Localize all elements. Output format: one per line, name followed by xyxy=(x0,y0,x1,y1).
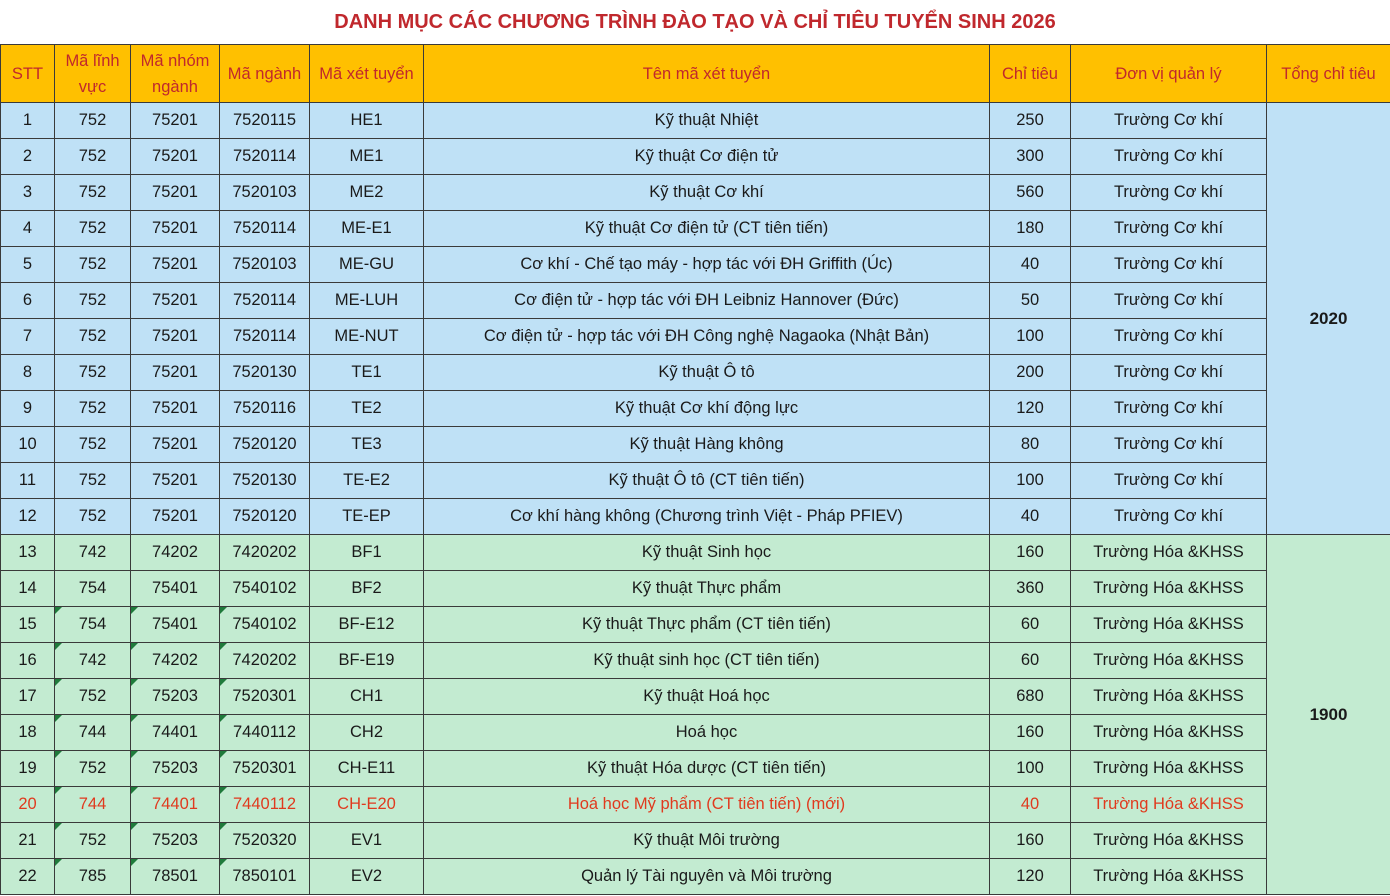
cell-linh-vuc: 785 xyxy=(55,859,131,895)
cell-nhom-nganh: 78501 xyxy=(131,859,220,895)
cell-ma-nganh: 7520114 xyxy=(220,319,310,355)
cell-ten-ma-xet-tuyen: Kỹ thuật Thực phẩm xyxy=(424,571,990,607)
cell-nhom-nganh: 75401 xyxy=(131,607,220,643)
table-row xyxy=(1,319,1390,355)
cell-ten-ma-xet-tuyen: Kỹ thuật sinh học (CT tiên tiến) xyxy=(424,643,990,679)
cell-ma-xet-tuyen: TE-E2 xyxy=(310,463,424,499)
cell-stt: 6 xyxy=(1,283,55,319)
table-row xyxy=(1,103,1390,139)
cell-ten-ma-xet-tuyen: Hoá học xyxy=(424,715,990,751)
cell-ten-ma-xet-tuyen: Kỹ thuật Ô tô (CT tiên tiến) xyxy=(424,463,990,499)
cell-ma-nganh: 7520120 xyxy=(220,499,310,535)
cell-nhom-nganh: 74202 xyxy=(131,535,220,571)
cell-ma-nganh: 7520130 xyxy=(220,355,310,391)
cell-chi-tieu: 120 xyxy=(990,859,1071,895)
cell-linh-vuc: 752 xyxy=(55,751,131,787)
cell-stt: 7 xyxy=(1,319,55,355)
cell-ma-xet-tuyen: EV1 xyxy=(310,823,424,859)
cell-ma-xet-tuyen: ME1 xyxy=(310,139,424,175)
cell-don-vi: Trường Cơ khí xyxy=(1071,283,1267,319)
cell-chi-tieu: 160 xyxy=(990,715,1071,751)
cell-ma-xet-tuyen: BF2 xyxy=(310,571,424,607)
cell-chi-tieu: 100 xyxy=(990,463,1071,499)
cell-ten-ma-xet-tuyen: Kỹ thuật Nhiệt xyxy=(424,103,990,139)
cell-stt: 18 xyxy=(1,715,55,751)
cell-stt: 19 xyxy=(1,751,55,787)
cell-linh-vuc: 744 xyxy=(55,715,131,751)
cell-don-vi: Trường Cơ khí xyxy=(1071,103,1267,139)
cell-nhom-nganh: 75201 xyxy=(131,103,220,139)
col-header-linh-vuc: Mã lĩnh vực xyxy=(55,45,131,103)
page-title: DANH MỤC CÁC CHƯƠNG TRÌNH ĐÀO TẠO VÀ CHỈ TIÊU TUYỂN SINH 2026 xyxy=(0,0,1390,44)
cell-stt: 16 xyxy=(1,643,55,679)
cell-ten-ma-xet-tuyen: Kỹ thuật Cơ điện tử xyxy=(424,139,990,175)
cell-ma-xet-tuyen: ME2 xyxy=(310,175,424,211)
cell-ma-xet-tuyen: BF-E19 xyxy=(310,643,424,679)
cell-linh-vuc: 752 xyxy=(55,823,131,859)
cell-nhom-nganh: 74401 xyxy=(131,787,220,823)
cell-stt: 4 xyxy=(1,211,55,247)
cell-stt: 8 xyxy=(1,355,55,391)
cell-chi-tieu: 40 xyxy=(990,247,1071,283)
group-total: 1900 xyxy=(1267,535,1390,895)
cell-ma-xet-tuyen: ME-NUT xyxy=(310,319,424,355)
cell-ma-nganh: 7520301 xyxy=(220,679,310,715)
cell-ten-ma-xet-tuyen: Kỹ thuật Hoá học xyxy=(424,679,990,715)
cell-don-vi: Trường Hóa &KHSS xyxy=(1071,859,1267,895)
cell-linh-vuc: 752 xyxy=(55,499,131,535)
cell-ten-ma-xet-tuyen: Kỹ thuật Hàng không xyxy=(424,427,990,463)
cell-ma-nganh: 7520114 xyxy=(220,283,310,319)
table-row xyxy=(1,355,1390,391)
cell-ma-xet-tuyen: HE1 xyxy=(310,103,424,139)
cell-ma-nganh: 7520103 xyxy=(220,247,310,283)
col-header-chi-tieu: Chỉ tiêu xyxy=(990,45,1071,103)
cell-stt: 5 xyxy=(1,247,55,283)
cell-linh-vuc: 752 xyxy=(55,103,131,139)
cell-nhom-nganh: 75203 xyxy=(131,751,220,787)
cell-ma-nganh: 7520301 xyxy=(220,751,310,787)
cell-chi-tieu: 680 xyxy=(990,679,1071,715)
cell-don-vi: Trường Cơ khí xyxy=(1071,247,1267,283)
cell-ten-ma-xet-tuyen: Cơ khí - Chế tạo máy - hợp tác với ĐH Griffith (Úc) xyxy=(424,247,990,283)
col-header-tong-chi-tieu: Tổng chỉ tiêu xyxy=(1267,45,1390,103)
table-row xyxy=(1,823,1390,859)
cell-chi-tieu: 200 xyxy=(990,355,1071,391)
cell-nhom-nganh: 75201 xyxy=(131,355,220,391)
cell-ma-nganh: 7540102 xyxy=(220,571,310,607)
cell-linh-vuc: 752 xyxy=(55,247,131,283)
cell-chi-tieu: 300 xyxy=(990,139,1071,175)
cell-don-vi: Trường Hóa &KHSS xyxy=(1071,643,1267,679)
cell-nhom-nganh: 75203 xyxy=(131,679,220,715)
table-row xyxy=(1,859,1390,895)
cell-linh-vuc: 752 xyxy=(55,319,131,355)
cell-linh-vuc: 742 xyxy=(55,535,131,571)
cell-ma-nganh: 7520116 xyxy=(220,391,310,427)
cell-don-vi: Trường Hóa &KHSS xyxy=(1071,751,1267,787)
cell-stt: 10 xyxy=(1,427,55,463)
cell-linh-vuc: 752 xyxy=(55,355,131,391)
cell-chi-tieu: 60 xyxy=(990,607,1071,643)
cell-nhom-nganh: 75201 xyxy=(131,427,220,463)
cell-don-vi: Trường Cơ khí xyxy=(1071,355,1267,391)
cell-chi-tieu: 40 xyxy=(990,499,1071,535)
cell-stt: 9 xyxy=(1,391,55,427)
cell-nhom-nganh: 74401 xyxy=(131,715,220,751)
cell-nhom-nganh: 75401 xyxy=(131,571,220,607)
col-header-stt: STT xyxy=(1,45,55,103)
cell-stt: 13 xyxy=(1,535,55,571)
cell-ma-nganh: 7520115 xyxy=(220,103,310,139)
cell-chi-tieu: 120 xyxy=(990,391,1071,427)
col-header-ma-xet-tuyen: Mã xét tuyển xyxy=(310,45,424,103)
cell-stt: 21 xyxy=(1,823,55,859)
cell-stt: 1 xyxy=(1,103,55,139)
cell-nhom-nganh: 75201 xyxy=(131,391,220,427)
cell-nhom-nganh: 75201 xyxy=(131,211,220,247)
cell-ten-ma-xet-tuyen: Kỹ thuật Cơ khí động lực xyxy=(424,391,990,427)
cell-linh-vuc: 752 xyxy=(55,283,131,319)
cell-don-vi: Trường Hóa &KHSS xyxy=(1071,679,1267,715)
cell-ma-xet-tuyen: BF1 xyxy=(310,535,424,571)
cell-linh-vuc: 754 xyxy=(55,607,131,643)
table-row xyxy=(1,283,1390,319)
cell-chi-tieu: 50 xyxy=(990,283,1071,319)
cell-ma-xet-tuyen: CH1 xyxy=(310,679,424,715)
cell-ten-ma-xet-tuyen: Cơ điện tử - hợp tác với ĐH Leibniz Hannover (Đức) xyxy=(424,283,990,319)
cell-chi-tieu: 100 xyxy=(990,319,1071,355)
cell-linh-vuc: 752 xyxy=(55,211,131,247)
cell-linh-vuc: 752 xyxy=(55,139,131,175)
col-header-ma-nganh: Mã ngành xyxy=(220,45,310,103)
cell-nhom-nganh: 75201 xyxy=(131,463,220,499)
admissions-table xyxy=(0,44,1390,895)
cell-stt: 14 xyxy=(1,571,55,607)
cell-stt: 17 xyxy=(1,679,55,715)
cell-ma-nganh: 7420202 xyxy=(220,643,310,679)
cell-chi-tieu: 250 xyxy=(990,103,1071,139)
cell-linh-vuc: 752 xyxy=(55,175,131,211)
cell-don-vi: Trường Cơ khí xyxy=(1071,211,1267,247)
cell-ma-nganh: 7520130 xyxy=(220,463,310,499)
cell-ma-xet-tuyen: BF-E12 xyxy=(310,607,424,643)
cell-stt: 11 xyxy=(1,463,55,499)
cell-chi-tieu: 100 xyxy=(990,751,1071,787)
cell-chi-tieu: 160 xyxy=(990,823,1071,859)
cell-ten-ma-xet-tuyen: Kỹ thuật Sinh học xyxy=(424,535,990,571)
cell-chi-tieu: 80 xyxy=(990,427,1071,463)
cell-linh-vuc: 752 xyxy=(55,391,131,427)
cell-nhom-nganh: 75201 xyxy=(131,499,220,535)
cell-ma-nganh: 7520320 xyxy=(220,823,310,859)
cell-ma-xet-tuyen: CH-E20 xyxy=(310,787,424,823)
cell-ma-xet-tuyen: CH-E11 xyxy=(310,751,424,787)
cell-don-vi: Trường Hóa &KHSS xyxy=(1071,535,1267,571)
cell-ma-xet-tuyen: TE1 xyxy=(310,355,424,391)
cell-don-vi: Trường Hóa &KHSS xyxy=(1071,571,1267,607)
cell-nhom-nganh: 75203 xyxy=(131,823,220,859)
table-row xyxy=(1,427,1390,463)
cell-linh-vuc: 744 xyxy=(55,787,131,823)
cell-linh-vuc: 752 xyxy=(55,679,131,715)
cell-ma-xet-tuyen: TE3 xyxy=(310,427,424,463)
table-row xyxy=(1,247,1390,283)
col-header-don-vi: Đơn vị quản lý xyxy=(1071,45,1267,103)
cell-don-vi: Trường Hóa &KHSS xyxy=(1071,715,1267,751)
cell-don-vi: Trường Cơ khí xyxy=(1071,175,1267,211)
cell-ma-nganh: 7420202 xyxy=(220,535,310,571)
cell-ma-nganh: 7440112 xyxy=(220,715,310,751)
cell-chi-tieu: 40 xyxy=(990,787,1071,823)
table-row xyxy=(1,463,1390,499)
cell-ten-ma-xet-tuyen: Kỹ thuật Cơ khí xyxy=(424,175,990,211)
cell-ma-nganh: 7520114 xyxy=(220,139,310,175)
cell-nhom-nganh: 75201 xyxy=(131,139,220,175)
table-row xyxy=(1,679,1390,715)
cell-nhom-nganh: 75201 xyxy=(131,175,220,211)
table-header-row xyxy=(1,45,1390,103)
cell-chi-tieu: 560 xyxy=(990,175,1071,211)
cell-don-vi: Trường Hóa &KHSS xyxy=(1071,823,1267,859)
cell-ten-ma-xet-tuyen: Kỹ thuật Ô tô xyxy=(424,355,990,391)
cell-stt: 2 xyxy=(1,139,55,175)
cell-ten-ma-xet-tuyen: Cơ khí hàng không (Chương trình Việt - Pháp PFIEV) xyxy=(424,499,990,535)
cell-linh-vuc: 752 xyxy=(55,463,131,499)
cell-ma-xet-tuyen: TE2 xyxy=(310,391,424,427)
table-row xyxy=(1,571,1390,607)
table-row xyxy=(1,499,1390,535)
cell-ma-xet-tuyen: CH2 xyxy=(310,715,424,751)
cell-ten-ma-xet-tuyen: Hoá học Mỹ phẩm (CT tiên tiến) (mới) xyxy=(424,787,990,823)
cell-ma-nganh: 7850101 xyxy=(220,859,310,895)
cell-ma-nganh: 7520103 xyxy=(220,175,310,211)
table-row xyxy=(1,607,1390,643)
cell-don-vi: Trường Cơ khí xyxy=(1071,391,1267,427)
table-row xyxy=(1,643,1390,679)
cell-ma-nganh: 7520114 xyxy=(220,211,310,247)
table-row xyxy=(1,535,1390,571)
col-header-ten-ma-xet-tuyen: Tên mã xét tuyển xyxy=(424,45,990,103)
cell-linh-vuc: 752 xyxy=(55,427,131,463)
cell-don-vi: Trường Cơ khí xyxy=(1071,463,1267,499)
cell-chi-tieu: 60 xyxy=(990,643,1071,679)
table-row xyxy=(1,175,1390,211)
group-total: 2020 xyxy=(1267,103,1390,535)
cell-ten-ma-xet-tuyen: Kỹ thuật Thực phẩm (CT tiên tiến) xyxy=(424,607,990,643)
table-row xyxy=(1,211,1390,247)
table-row xyxy=(1,391,1390,427)
cell-don-vi: Trường Cơ khí xyxy=(1071,499,1267,535)
cell-chi-tieu: 360 xyxy=(990,571,1071,607)
cell-ma-xet-tuyen: TE-EP xyxy=(310,499,424,535)
cell-don-vi: Trường Hóa &KHSS xyxy=(1071,787,1267,823)
cell-stt: 15 xyxy=(1,607,55,643)
cell-stt: 20 xyxy=(1,787,55,823)
cell-stt: 12 xyxy=(1,499,55,535)
cell-ma-nganh: 7540102 xyxy=(220,607,310,643)
cell-nhom-nganh: 74202 xyxy=(131,643,220,679)
cell-ten-ma-xet-tuyen: Kỹ thuật Cơ điện tử (CT tiên tiến) xyxy=(424,211,990,247)
cell-ten-ma-xet-tuyen: Quản lý Tài nguyên và Môi trường xyxy=(424,859,990,895)
cell-ten-ma-xet-tuyen: Cơ điện tử - hợp tác với ĐH Công nghệ Nagaoka (Nhật Bản) xyxy=(424,319,990,355)
cell-ma-nganh: 7520120 xyxy=(220,427,310,463)
table-body xyxy=(1,103,1390,895)
cell-linh-vuc: 754 xyxy=(55,571,131,607)
cell-chi-tieu: 180 xyxy=(990,211,1071,247)
table-row xyxy=(1,787,1390,823)
cell-nhom-nganh: 75201 xyxy=(131,283,220,319)
cell-chi-tieu: 160 xyxy=(990,535,1071,571)
cell-stt: 22 xyxy=(1,859,55,895)
cell-don-vi: Trường Hóa &KHSS xyxy=(1071,607,1267,643)
cell-ten-ma-xet-tuyen: Kỹ thuật Môi trường xyxy=(424,823,990,859)
cell-linh-vuc: 742 xyxy=(55,643,131,679)
cell-don-vi: Trường Cơ khí xyxy=(1071,319,1267,355)
cell-ma-xet-tuyen: EV2 xyxy=(310,859,424,895)
table-row xyxy=(1,715,1390,751)
cell-stt: 3 xyxy=(1,175,55,211)
cell-ma-xet-tuyen: ME-E1 xyxy=(310,211,424,247)
cell-ten-ma-xet-tuyen: Kỹ thuật Hóa dược (CT tiên tiến) xyxy=(424,751,990,787)
cell-don-vi: Trường Cơ khí xyxy=(1071,427,1267,463)
table-row xyxy=(1,751,1390,787)
table-row xyxy=(1,139,1390,175)
cell-ma-xet-tuyen: ME-LUH xyxy=(310,283,424,319)
cell-ma-xet-tuyen: ME-GU xyxy=(310,247,424,283)
col-header-nhom-nganh: Mã nhóm ngành xyxy=(131,45,220,103)
cell-nhom-nganh: 75201 xyxy=(131,319,220,355)
cell-ma-nganh: 7440112 xyxy=(220,787,310,823)
cell-don-vi: Trường Cơ khí xyxy=(1071,139,1267,175)
cell-nhom-nganh: 75201 xyxy=(131,247,220,283)
